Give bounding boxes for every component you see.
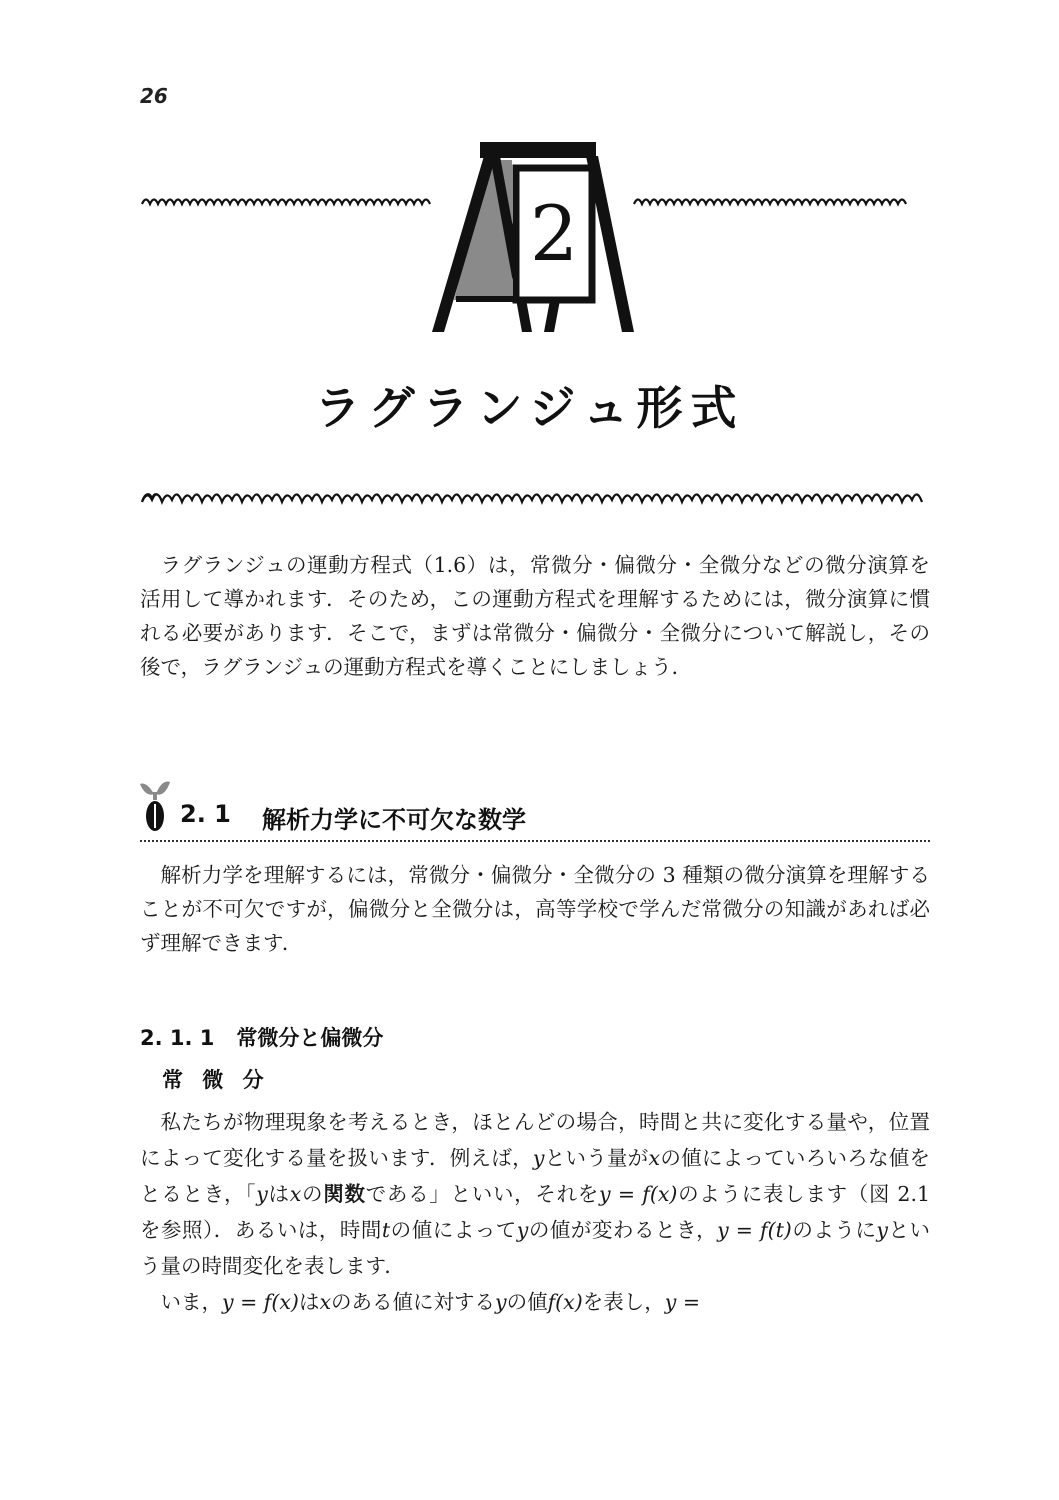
- math-var: y: [532, 1146, 545, 1170]
- math-var: y: [516, 1218, 529, 1242]
- math-var: x: [319, 1290, 331, 1314]
- math-equation: y =: [664, 1290, 701, 1314]
- right-wave-line: [634, 200, 906, 205]
- chapter-header-art: [140, 140, 930, 340]
- section-dotted-rule: [140, 840, 930, 842]
- paragraph-heading: 常 微 分: [162, 1068, 270, 1092]
- keyword: 関数: [323, 1182, 366, 1206]
- subsection-heading: [140, 1022, 383, 1052]
- section-number: 2. 1: [180, 800, 231, 828]
- chapter-title: ラグランジュ形式: [314, 381, 745, 435]
- sprout-icon: [140, 772, 170, 832]
- section-heading: [140, 772, 930, 844]
- math-var: x: [289, 1182, 302, 1206]
- subsection-title: 常微分と偏微分: [236, 1026, 384, 1050]
- body-paragraph: 私たちが物理現象を考えるとき，ほとんどの場合，時間と共に変化する量や，位置によって変化する量を扱います．例えば，yという量がxの値によっていろいろな値をとるとき，「yはxの関数である」といい，それをy = f(x)のように表します（図 2.1 を参照）．あるいは，時間tの値によってyの値が変わるとき，y = f(t)のようにyという量の時間変化を表します． いま，y = f(x)はxのある値に対するyの値f(x)を表し，y =: [140, 1110, 931, 1314]
- math-var: x: [648, 1146, 661, 1170]
- subsection-number: 2. 1. 1: [140, 1026, 215, 1050]
- math-var: y: [876, 1218, 888, 1242]
- math-var: t: [381, 1218, 391, 1242]
- intro-paragraph: ラグランジュの運動方程式（1.6）は，常微分・偏微分・全微分などの微分演算を活用して導かれます．そのため，この運動方程式を理解するためには，微分演算に慣れる必要があります．そこで，まずは常微分・偏微分・全微分について解説し，その後で，ラグランジュの運動方程式を導くことにしましょう．: [140, 553, 930, 679]
- math-equation: y = f(t): [717, 1218, 792, 1242]
- math-var: y: [495, 1290, 507, 1314]
- math-equation: y = f(x): [222, 1290, 299, 1314]
- left-wave-line: [142, 200, 430, 205]
- chapter-number: 2: [529, 189, 579, 278]
- math-equation: f(x): [547, 1290, 583, 1314]
- section-paragraph: 解析力学を理解するには，常微分・偏微分・全微分の 3 種類の微分演算を理解することが不可欠ですが，偏微分と全微分は，高等学校で学んだ常微分の知識があれば必ず理解できます．: [140, 863, 930, 955]
- title-wave-rule: [140, 486, 930, 508]
- page-number: 26: [140, 84, 168, 108]
- section-title: 解析力学に不可欠な数学: [262, 806, 526, 834]
- math-var: y: [256, 1182, 268, 1206]
- math-equation: y = f(x): [599, 1182, 678, 1206]
